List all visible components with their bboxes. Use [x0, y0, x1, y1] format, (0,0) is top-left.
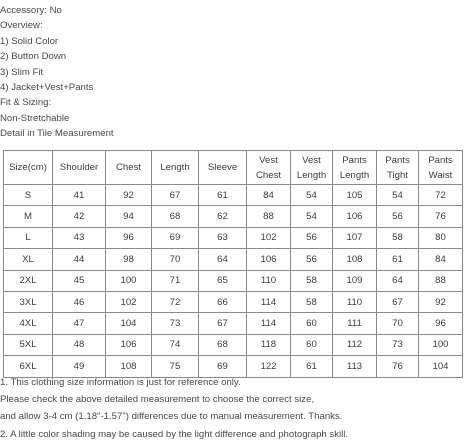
table-row: [4, 249, 463, 270]
measurement-cell: 72: [152, 291, 199, 312]
measurement-cell: 45: [53, 270, 106, 291]
measurement-cell: 54: [291, 185, 333, 206]
measurement-cell: 62: [199, 206, 247, 227]
measurement-cell: 48: [53, 334, 106, 355]
size-cell: L: [4, 227, 53, 248]
measurement-cell: 64: [199, 249, 247, 270]
column-header-text: Tight: [387, 169, 408, 181]
column-header-text: Vest: [302, 154, 321, 166]
measurement-cell: 42: [53, 206, 106, 227]
measurement-cell: 114: [247, 291, 291, 312]
measurement-cell: 102: [247, 227, 291, 248]
size-chart-header: [4, 151, 463, 185]
column-header-text: Vest: [259, 154, 278, 166]
measurement-cell: 56: [291, 249, 333, 270]
measurement-cell: 54: [291, 206, 333, 227]
column-header: [247, 151, 291, 185]
measurement-cell: 84: [419, 249, 463, 270]
measurement-cell: 60: [291, 313, 333, 334]
measurement-cell: 110: [333, 291, 377, 312]
table-row: [4, 185, 463, 206]
column-header: [419, 151, 463, 185]
column-header-text: Chest: [255, 169, 282, 181]
measurement-cell: 88: [419, 270, 463, 291]
measurement-cell: 61: [291, 356, 333, 377]
measurement-cell: 76: [377, 356, 419, 377]
measurement-cell: 113: [333, 356, 377, 377]
measurement-cell: 65: [199, 270, 247, 291]
column-header-text: Length: [339, 169, 370, 181]
measurement-cell: 100: [106, 270, 152, 291]
note-line: and allow 3-4 cm (1.18"-1.57") differences due to manual measurement. Thanks.: [0, 411, 343, 423]
size-cell: 6XL: [4, 356, 53, 377]
measurement-cell: 67: [152, 185, 199, 206]
size-chart-table: [3, 150, 463, 378]
measurement-cell: 44: [53, 249, 106, 270]
size-cell: 5XL: [4, 334, 53, 355]
column-header-text: Waist: [428, 169, 453, 181]
measurement-cell: 104: [419, 356, 463, 377]
measurement-cell: 73: [377, 334, 419, 355]
spec-line: Detail in Tile Measurement: [0, 128, 114, 140]
measurement-cell: 41: [53, 185, 106, 206]
measurement-cell: 68: [199, 334, 247, 355]
measurement-cell: 69: [152, 227, 199, 248]
measurement-cell: 75: [152, 356, 199, 377]
measurement-cell: 105: [333, 185, 377, 206]
measurement-cell: 109: [333, 270, 377, 291]
measurement-cell: 92: [106, 185, 152, 206]
spec-line: 2) Button Down: [0, 51, 67, 63]
size-chart-body: [4, 185, 463, 378]
size-cell: XL: [4, 249, 53, 270]
spec-line: Overview:: [0, 20, 43, 32]
measurement-cell: 70: [377, 313, 419, 334]
measurement-cell: 114: [247, 313, 291, 334]
table-row: [4, 206, 463, 227]
measurement-cell: 58: [291, 291, 333, 312]
measurement-cell: 47: [53, 313, 106, 334]
measurement-cell: 66: [199, 291, 247, 312]
column-header: [53, 151, 106, 185]
measurement-cell: 49: [53, 356, 106, 377]
size-cell: 4XL: [4, 313, 53, 334]
column-header-text: Shoulder: [59, 162, 99, 173]
measurement-cell: 61: [199, 185, 247, 206]
measurement-cell: 43: [53, 227, 106, 248]
note-line: 1. This clothing size information is just for reference only.: [0, 377, 241, 388]
column-header: [333, 151, 377, 185]
table-row: [4, 227, 463, 248]
size-cell: 2XL: [4, 270, 53, 291]
measurement-cell: 63: [199, 227, 247, 248]
measurement-cell: 92: [419, 291, 463, 312]
measurement-cell: 102: [106, 291, 152, 312]
measurement-cell: 67: [377, 291, 419, 312]
measurement-cell: 96: [419, 313, 463, 334]
measurement-cell: 58: [377, 227, 419, 248]
table-row: [4, 313, 463, 334]
header-row: [4, 151, 463, 185]
table-row: [4, 334, 463, 355]
measurement-cell: 84: [247, 185, 291, 206]
column-header: [106, 151, 152, 185]
measurement-cell: 80: [419, 227, 463, 248]
measurement-cell: 60: [291, 334, 333, 355]
measurement-cell: 98: [106, 249, 152, 270]
column-header-text: Pants: [385, 154, 410, 166]
column-header: [291, 151, 333, 185]
column-header-text: Pants: [342, 154, 367, 166]
column-header: [4, 151, 53, 185]
spec-line: 4) Jacket+Vest+Pants: [0, 81, 94, 93]
measurement-cell: 72: [419, 185, 463, 206]
measurement-cell: 71: [152, 270, 199, 291]
measurement-cell: 69: [199, 356, 247, 377]
measurement-cell: 76: [419, 206, 463, 227]
column-header-text: Sleeve: [207, 162, 238, 173]
column-header-text: Chest: [115, 162, 142, 173]
column-header-text: Size(cm): [9, 162, 47, 173]
measurement-cell: 112: [333, 334, 377, 355]
measurement-cell: 118: [247, 334, 291, 355]
table-row: [4, 291, 463, 312]
column-header: [377, 151, 419, 185]
column-header-text: Length: [160, 162, 190, 173]
note-line: 2. A little color shading may be caused by the light difference and photograph skill.: [0, 428, 349, 440]
measurement-cell: 100: [419, 334, 463, 355]
measurement-cell: 64: [377, 270, 419, 291]
measurement-cell: 107: [333, 227, 377, 248]
measurement-cell: 106: [106, 334, 152, 355]
spec-line: Non-Stretchable: [0, 112, 70, 124]
measurement-cell: 56: [377, 206, 419, 227]
column-header: [152, 151, 199, 185]
column-header-text: Pants: [428, 154, 453, 166]
measurement-cell: 54: [377, 185, 419, 206]
measurement-cell: 46: [53, 291, 106, 312]
measurement-cell: 122: [247, 356, 291, 377]
spec-line: Accessory: No: [0, 5, 62, 16]
spec-line: 1) Solid Color: [0, 35, 59, 47]
measurement-cell: 67: [199, 313, 247, 334]
note-line: Please check the above detailed measurement to choose the correct size,: [0, 394, 315, 406]
column-header-text: Length: [296, 169, 327, 181]
measurement-cell: 111: [333, 313, 377, 334]
measurement-cell: 56: [291, 227, 333, 248]
measurement-cell: 104: [106, 313, 152, 334]
measurement-cell: 58: [291, 270, 333, 291]
measurement-cell: 88: [247, 206, 291, 227]
measurement-cell: 108: [333, 249, 377, 270]
measurement-cell: 106: [333, 206, 377, 227]
size-cell: M: [4, 206, 53, 227]
measurement-cell: 61: [377, 249, 419, 270]
size-cell: S: [4, 185, 53, 206]
spec-line: Fit & Sizing:: [0, 97, 52, 109]
measurement-cell: 96: [106, 227, 152, 248]
measurement-cell: 73: [152, 313, 199, 334]
spec-list: [0, 3, 114, 142]
measurement-cell: 74: [152, 334, 199, 355]
measurement-cell: 110: [247, 270, 291, 291]
measurement-cell: 94: [106, 206, 152, 227]
table-row: [4, 270, 463, 291]
measurement-cell: 70: [152, 249, 199, 270]
notes-list: [0, 374, 348, 443]
spec-line: 3) Slim Fit: [0, 66, 44, 78]
measurement-cell: 108: [106, 356, 152, 377]
size-cell: 3XL: [4, 291, 53, 312]
measurement-cell: 106: [247, 249, 291, 270]
measurement-cell: 68: [152, 206, 199, 227]
column-header: [199, 151, 247, 185]
